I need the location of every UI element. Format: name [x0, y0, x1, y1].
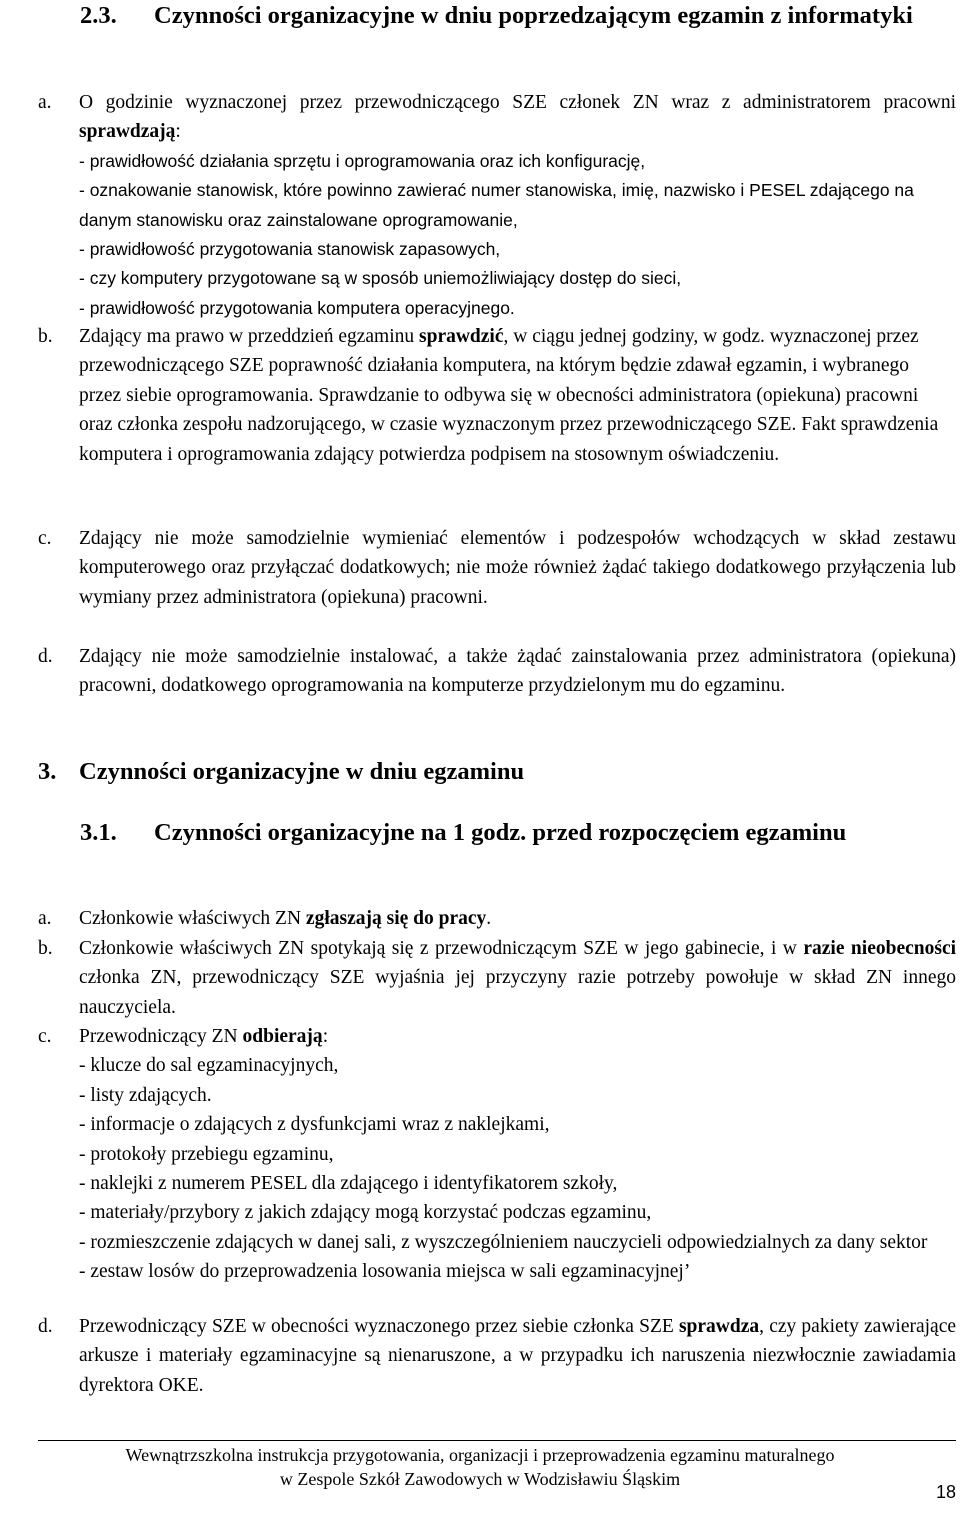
- received-item: - materiały/przybory z jakich zdający mogą korzystać podczas egzaminu,: [79, 1202, 652, 1224]
- bold-term: zgłaszają się do pracy: [305, 908, 487, 929]
- item-text: Zdający nie może samodzielnie wymieniać elementów i podzespołów wchodzących w skład zestawu komputerowego oraz przyłączać dodatkowych; nie może również żądać takiego dodatkowego przyłączenia lub wymiany przez administratora (opiekuna) pracowni.: [79, 528, 956, 608]
- list-item-c: [38, 1022, 956, 1287]
- list-marker: d.: [38, 1316, 53, 1337]
- check-list: [79, 147, 956, 323]
- list-marker: c.: [38, 1026, 52, 1047]
- footer-line: Wewnątrzszkolna instrukcja przygotowania, organizacji i przeprowadzenia egzaminu maturalnego: [125, 1445, 835, 1465]
- list-item-d: [38, 642, 956, 701]
- list-marker: c.: [38, 528, 52, 549]
- received-item: - naklejki z numerem PESEL dla zdającego i identyfikatorem szkoły,: [79, 1173, 618, 1195]
- footer-line: w Zespole Szkół Zawodowych w Wodzisławiu Śląskim: [279, 1469, 681, 1489]
- page-number: 18: [935, 1482, 956, 1502]
- received-item: - klucze do sal egzaminacyjnych,: [79, 1055, 339, 1077]
- list-item-b: [38, 322, 956, 469]
- section-number: 3.: [38, 758, 57, 785]
- section-number: 3.1.: [80, 819, 117, 846]
- received-item: - protokoły przebiegu egzaminu,: [79, 1143, 334, 1165]
- list-item-c: [38, 524, 956, 612]
- received-item: - rozmieszczenie zdających w danej sali, z wyszczególnieniem nauczycieli odpowiedzialnych za dany sektor: [79, 1231, 928, 1253]
- item-text: Członkowie właściwych ZN spotykają się z przewodniczącym SZE w jego gabinecie, i w razie nieobecności członka ZN, przewodniczący SZE wyjaśnia jej przyczyny razie potrzeby powołuje w skład ZN innego nauczyciela.: [79, 938, 957, 1018]
- list-item-d: [38, 1312, 956, 1400]
- item-text: Członkowie właściwych ZN zgłaszają się do pracy.: [79, 908, 492, 929]
- list-marker: b.: [38, 938, 53, 959]
- bold-term: sprawdzają: [79, 121, 176, 143]
- list-marker: a.: [38, 92, 52, 113]
- section-number: 2.3.: [80, 2, 117, 29]
- list-marker: d.: [38, 646, 53, 667]
- list-marker: a.: [38, 908, 52, 929]
- check-item: - prawidłowość przygotowania komputera operacyjnego.: [79, 297, 515, 318]
- list-item-a: [38, 904, 956, 933]
- item-text: Zdający ma prawo w przeddzień egzaminu sprawdzić, w ciągu jednej godziny, w godz. wyznaczonej przez przewodniczącego SZE poprawność działania komputera, na którym będzie zdawał egzamin, i wybranego przez siebie oprogramowania. Sprawdzanie to odbywa się w obecności administratora (opiekuna) pracowni oraz członka zespołu nadzorującego, w czasie wyznaczonym przez przewodniczącego SZE. Fakt sprawdzenia komputera i oprogramowania zdający potwierdza podpisem na stosownym oświadczeniu.: [79, 326, 939, 465]
- bold-term: sprawdza: [678, 1316, 760, 1337]
- page-footer: [0, 1443, 960, 1491]
- section-title: Czynności organizacyjne w dniu poprzedzającym egzamin z informatyki: [154, 2, 913, 29]
- check-item: - prawidłowość działania sprzętu i oprogramowania oraz ich konfigurację,: [79, 150, 646, 171]
- item-intro: Przewodniczący ZN odbierają:: [79, 1026, 329, 1047]
- list-item-a: [38, 88, 956, 323]
- item-text: Zdający nie może samodzielnie instalować, a także żądać zainstalowania przez administratora (opiekuna) pracowni, dodatkowego oprogramowania na komputerze przydzielonym mu do egzaminu.: [79, 646, 956, 697]
- section-title: Czynności organizacyjne w dniu egzaminu: [79, 758, 525, 785]
- section-title: Czynności organizacyjne na 1 godz. przed rozpoczęciem egzaminu: [154, 819, 847, 846]
- check-item: - prawidłowość przygotowania stanowisk zapasowych,: [79, 239, 501, 260]
- bold-term: razie nieobecności: [803, 938, 957, 959]
- item-intro: O godzinie wyznaczonej przez przewodniczącego SZE członek ZN wraz z administratorem pracowni sprawdzają:: [79, 92, 956, 143]
- footer-divider: [38, 1440, 956, 1441]
- received-item: - listy zdających.: [79, 1084, 212, 1106]
- section-3-1-heading: [80, 815, 956, 850]
- bold-term: sprawdzić: [419, 326, 504, 347]
- received-item: - zestaw losów do przeprowadzenia losowania miejsca w sali egzaminacyjnej’: [79, 1261, 691, 1283]
- received-item: - informacje o zdających z dysfunkcjami wraz z naklejkami,: [79, 1114, 550, 1136]
- item-text: Przewodniczący SZE w obecności wyznaczonego przez siebie członka SZE sprawdza, czy pakiety zawierające arkusze i materiały egzaminacyjne są nienaruszone, a w przypadku ich naruszenia niezwłocznie zawiadamia dyrektora OKE.: [79, 1316, 957, 1396]
- bold-term: odbierają: [242, 1026, 323, 1047]
- check-item: - oznakowanie stanowisk, które powinno zawierać numer stanowiska, imię, nazwisko i PESEL zdającego na danym stanowisku oraz zainstalowane oprogramowanie,: [79, 180, 914, 230]
- list-item-b: [38, 934, 956, 1022]
- list-marker: b.: [38, 326, 53, 347]
- check-item: - czy komputery przygotowane są w sposób uniemożliwiający dostęp do sieci,: [79, 268, 682, 289]
